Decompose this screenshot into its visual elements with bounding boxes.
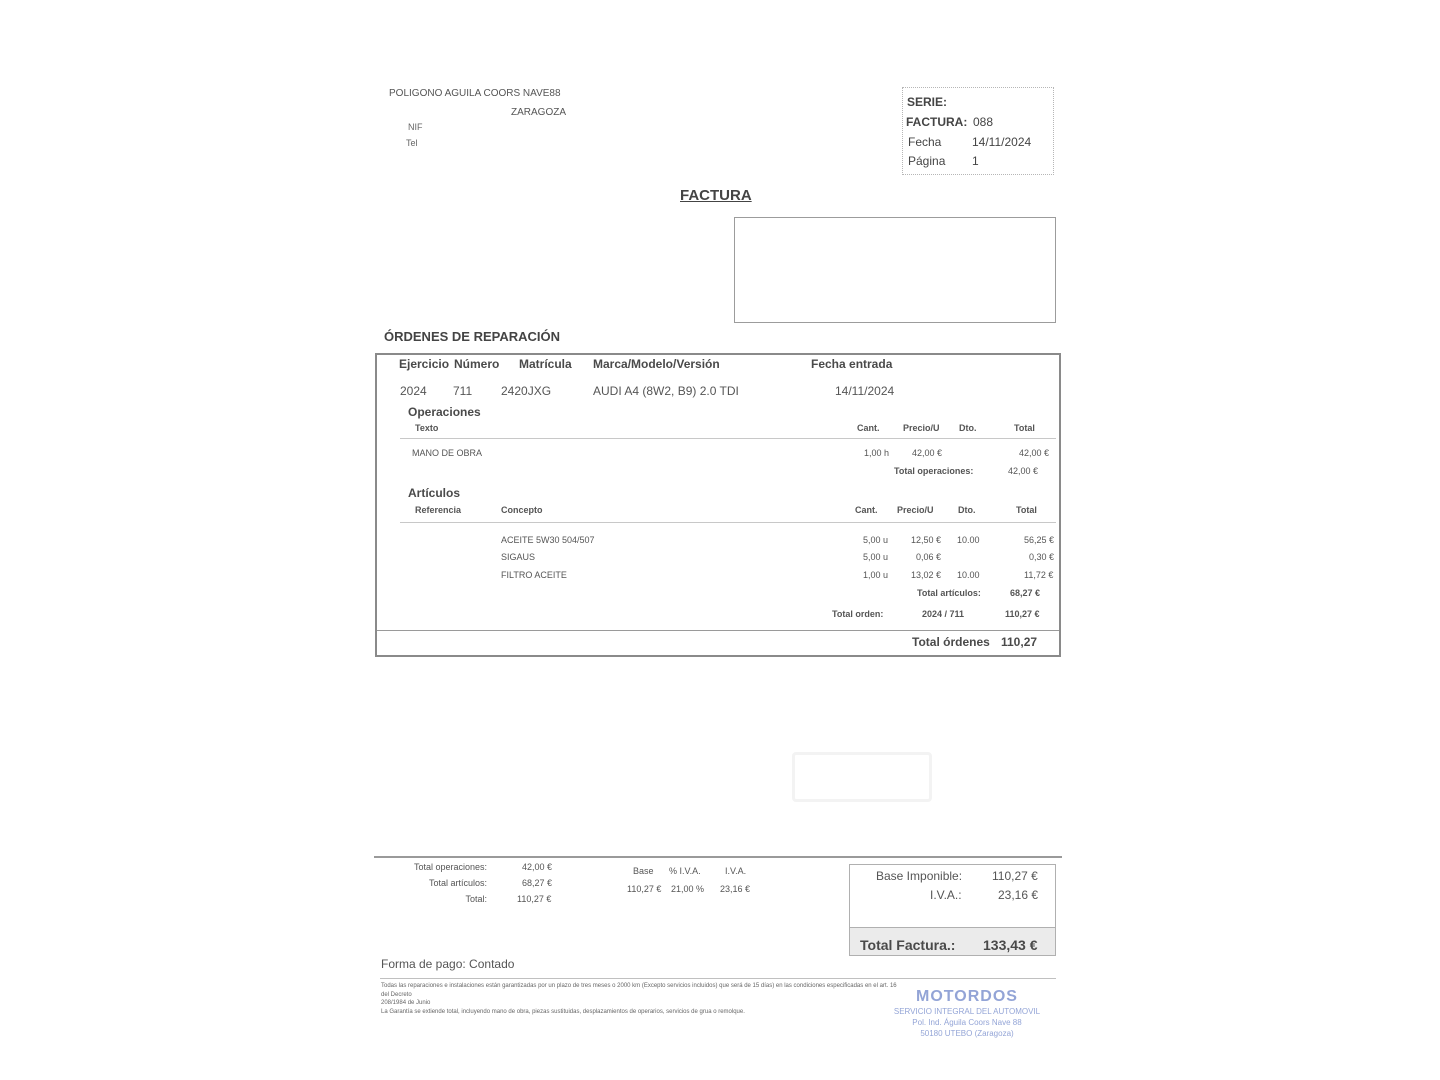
total-orden-ref: 2024 / 711 bbox=[922, 609, 965, 619]
art-item-precio: 12,50 € bbox=[911, 535, 942, 545]
art-col-total: Total bbox=[1016, 505, 1037, 515]
total-orden-label: Total orden: bbox=[832, 609, 884, 619]
art-col-ref: Referencia bbox=[415, 505, 462, 515]
tel-label: Tel bbox=[406, 138, 418, 148]
order-marca: AUDI A4 (8W2, B9) 2.0 TDI bbox=[593, 384, 739, 398]
company-stamp bbox=[887, 988, 1047, 1039]
header-marca: Marca/Modelo/Versión bbox=[593, 357, 720, 371]
op-col-total: Total bbox=[1014, 423, 1035, 433]
order-numero: 711 bbox=[453, 384, 473, 398]
legal-line-2: del Decreto bbox=[381, 992, 412, 998]
op-col-dto: Dto. bbox=[959, 423, 977, 433]
company-address: POLIGONO AGUILA COORS NAVE88 bbox=[389, 88, 561, 99]
iva-pct-value: 21,00 % bbox=[671, 884, 705, 894]
op-col-cant: Cant. bbox=[857, 423, 880, 433]
iva-value: 23,16 € bbox=[998, 888, 1039, 902]
sum-op-label: Total operaciones: bbox=[413, 862, 487, 872]
art-item-cant: 5,00 u bbox=[863, 552, 889, 562]
sum-art-value: 68,27 € bbox=[522, 878, 553, 888]
total-ordenes-label: Total órdenes bbox=[912, 635, 990, 649]
iva-pct-label: % I.V.A. bbox=[669, 866, 701, 876]
summary-divider bbox=[374, 856, 1062, 858]
stamp-name: MOTORDOS bbox=[916, 988, 1018, 1005]
art-item-precio: 0,06 € bbox=[916, 552, 942, 562]
factura-number: 088 bbox=[973, 115, 994, 129]
art-item-dto: 10.00 bbox=[957, 535, 980, 545]
sum-op-value: 42,00 € bbox=[522, 862, 553, 872]
company-city: ZARAGOZA bbox=[511, 107, 567, 118]
art-item-dto: 10.00 bbox=[957, 570, 980, 580]
iva-iva-value: 23,16 € bbox=[720, 884, 751, 894]
art-item-concepto: FILTRO ACEITE bbox=[501, 570, 567, 580]
art-col-cant: Cant. bbox=[855, 505, 878, 515]
orders-section-title: ÓRDENES DE REPARACIÓN bbox=[384, 329, 561, 344]
orders-total-divider bbox=[377, 630, 1059, 631]
art-item-total: 56,25 € bbox=[1024, 535, 1055, 545]
op-header-divider bbox=[400, 438, 1056, 439]
invoice-meta-box bbox=[902, 87, 1054, 175]
header-fecha-entrada: Fecha entrada bbox=[811, 357, 893, 371]
order-matricula: 2420JXG bbox=[501, 384, 552, 398]
art-item-concepto: ACEITE 5W30 504/507 bbox=[501, 535, 595, 545]
total-ordenes-value: 110,27 bbox=[1001, 635, 1038, 649]
base-imponible-value: 110,27 € bbox=[992, 869, 1038, 883]
stamp-line-1: SERVICIO INTEGRAL DEL AUTOMOVIL bbox=[893, 1007, 1041, 1016]
fecha-label: Fecha bbox=[908, 135, 942, 149]
op-item-texto: MANO DE OBRA bbox=[412, 448, 483, 458]
op-total-value: 42,00 € bbox=[1008, 466, 1039, 476]
art-item-cant: 5,00 u bbox=[863, 535, 889, 545]
order-ejercicio: 2024 bbox=[400, 384, 427, 398]
op-col-precio: Precio/U bbox=[903, 423, 940, 433]
fecha-value: 14/11/2024 bbox=[972, 135, 1032, 149]
articulos-title: Artículos bbox=[408, 486, 461, 500]
art-col-precio: Precio/U bbox=[897, 505, 934, 515]
serie-label: SERIE: bbox=[907, 95, 948, 109]
sum-total-value: 110,27 € bbox=[517, 894, 552, 904]
operaciones-title: Operaciones bbox=[408, 405, 481, 419]
pagina-label: Página bbox=[908, 154, 946, 168]
art-total-value: 68,27 € bbox=[1010, 588, 1041, 598]
factura-label: FACTURA: bbox=[906, 115, 968, 129]
legal-line-1: Todas las reparaciones e instalaciones están garantizadas por un plazo de tres meses o 2000 km (Excepto servicios incluidos) que será de 15 días) en las condiciones especificadas en el art. 16 bbox=[381, 983, 897, 989]
footer-divider bbox=[380, 978, 1056, 979]
iva-label: I.V.A.: bbox=[930, 888, 962, 902]
art-col-concepto: Concepto bbox=[501, 505, 543, 515]
sum-art-label: Total artículos: bbox=[428, 878, 487, 888]
op-item-precio: 42,00 € bbox=[912, 448, 943, 458]
stamp-line-2: Pol. Ind. Águila Coors Nave 88 bbox=[912, 1018, 1022, 1027]
total-factura-value: 133,43 € bbox=[983, 937, 1038, 953]
op-item-cant: 1,00 h bbox=[864, 448, 890, 458]
order-fecha: 14/11/2024 bbox=[835, 384, 895, 398]
header-ejercicio: Ejercicio bbox=[399, 357, 450, 371]
legal-line-3: 208/1984 de Junio bbox=[381, 1000, 431, 1006]
art-item-total: 11,72 € bbox=[1024, 570, 1054, 580]
op-item-total: 42,00 € bbox=[1019, 448, 1050, 458]
pagina-value: 1 bbox=[972, 154, 979, 168]
art-header-divider bbox=[400, 522, 1056, 523]
art-item-total: 0,30 € bbox=[1029, 552, 1055, 562]
base-imponible-label: Base Imponible: bbox=[876, 869, 963, 883]
iva-base-label: Base bbox=[633, 866, 654, 876]
header-matricula: Matrícula bbox=[519, 357, 572, 371]
total-orden-value: 110,27 € bbox=[1005, 609, 1040, 619]
art-total-label: Total artículos: bbox=[917, 588, 981, 598]
header-numero: Número bbox=[454, 357, 500, 371]
stamp-line-3: 50180 UTEBO (Zaragoza) bbox=[920, 1029, 1014, 1038]
faded-stamp-mark bbox=[792, 752, 932, 802]
total-factura-label: Total Factura.: bbox=[860, 937, 956, 953]
sum-total-label: Total: bbox=[465, 894, 487, 904]
art-col-dto: Dto. bbox=[958, 505, 976, 515]
op-total-label: Total operaciones: bbox=[894, 466, 974, 476]
art-item-precio: 13,02 € bbox=[911, 570, 942, 580]
op-col-texto: Texto bbox=[415, 423, 439, 433]
iva-iva-label: I.V.A. bbox=[725, 866, 747, 876]
iva-base-value: 110,27 € bbox=[627, 884, 662, 894]
forma-de-pago: Forma de pago: Contado bbox=[381, 957, 515, 971]
art-item-concepto: SIGAUS bbox=[501, 552, 536, 562]
document-title: FACTURA bbox=[680, 187, 752, 204]
client-address-box bbox=[734, 217, 1056, 323]
art-item-cant: 1,00 u bbox=[863, 570, 889, 580]
legal-line-4: La Garantía se extiende total, incluyendo mano de obra, piezas sustituidas, desplazamientos de operarios, servicios de grua o remolque. bbox=[381, 1009, 745, 1015]
nif-label: NIF bbox=[408, 122, 423, 132]
